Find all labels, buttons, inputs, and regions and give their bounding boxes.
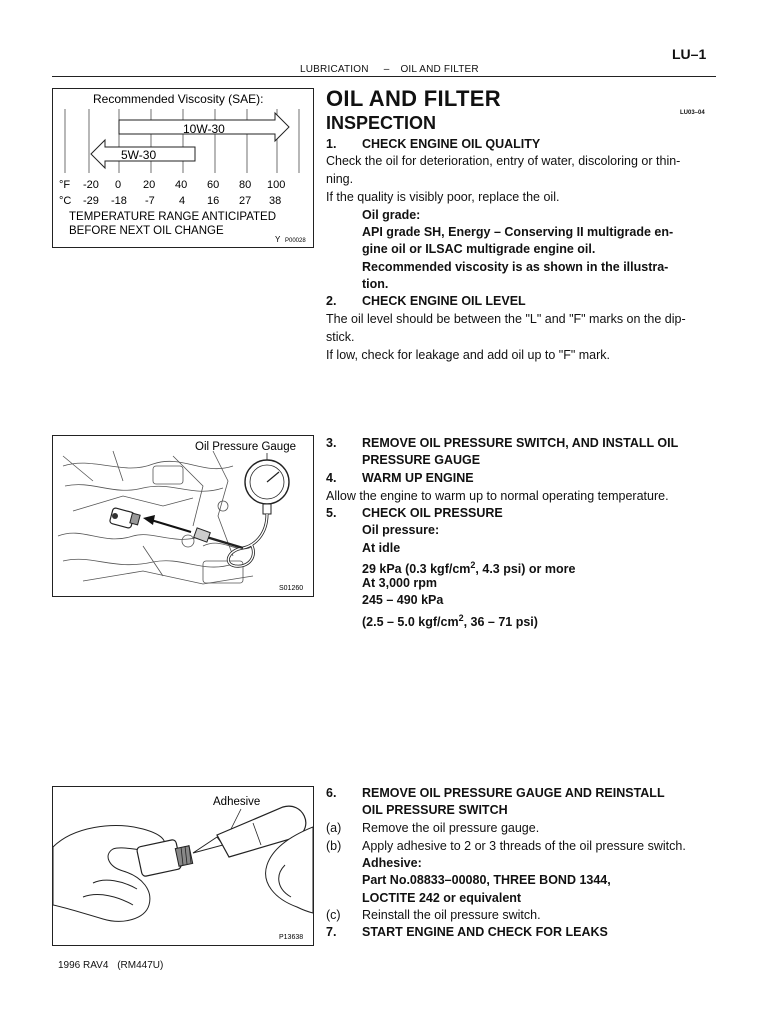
oil-pressure-gauge-figure — [52, 435, 314, 597]
adhesive-spec-line-1: Part No.08833–00080, THREE BOND 1344, — [362, 873, 611, 887]
at-3000-value-2 — [362, 610, 538, 632]
c-tick: -18 — [111, 195, 127, 207]
at-3000-label: At 3,000 rpm — [362, 576, 438, 590]
c-tick: 38 — [269, 195, 282, 207]
f-tick: 80 — [239, 179, 252, 191]
at-3000-value-2b: , 36 – 71 psi) — [463, 615, 538, 630]
at-3000-value: 245 – 490 kPa — [362, 593, 444, 607]
oil-grade-line-3: Recommended viscosity is as shown in the illustra- — [362, 260, 669, 274]
oil-pressure-label: Oil pressure: — [362, 523, 440, 537]
step-number: 6. — [326, 786, 337, 800]
viscosity-diagram — [53, 89, 313, 247]
adhesive-illustration — [53, 787, 313, 945]
c-tick: 4 — [179, 195, 186, 207]
f-tick: 0 — [115, 179, 122, 191]
adhesive-figure — [52, 786, 314, 946]
step-number: 3. — [326, 436, 337, 450]
oil-grade-line-1: API grade SH, Energy – Conserving II multigrade en- — [362, 225, 674, 239]
step-2-text-1: The oil level should be between the "L" and "F" marks on the dip- — [326, 312, 686, 326]
superscript: 2 — [458, 613, 464, 623]
header-section-label: LUBRICATION — [300, 64, 369, 75]
step-6-title-line-2: OIL PRESSURE SWITCH — [362, 803, 508, 817]
footer-code: (RM447U) — [117, 960, 164, 971]
section-subtitle: INSPECTION — [326, 113, 437, 133]
header-dash: – — [383, 64, 390, 75]
fahrenheit-label: °F — [59, 179, 71, 191]
sub-step-number: (b) — [326, 839, 342, 853]
step-number: 4. — [326, 471, 337, 485]
footer-model: 1996 RAV4 — [58, 960, 109, 971]
adhesive-spec-line-2: LOCTITE 242 or equivalent — [362, 891, 522, 905]
superscript: 2 — [470, 560, 476, 570]
header-rule — [52, 76, 716, 77]
f-tick: 20 — [143, 179, 156, 191]
oil-pressure-switch-icon — [109, 507, 140, 528]
sub-step-text: Reinstall the oil pressure switch. — [362, 908, 541, 922]
step-1-text-2: ning. — [326, 172, 354, 186]
c-tick: -29 — [83, 195, 99, 207]
f-tick: 40 — [175, 179, 188, 191]
oil-grade-line-4: tion. — [362, 277, 389, 291]
step-number: 2. — [326, 294, 337, 308]
celsius-label: °C — [59, 195, 72, 207]
page-title: OIL AND FILTER — [326, 86, 501, 111]
step-title: CHECK ENGINE OIL LEVEL — [362, 294, 526, 308]
adhesive-label: Adhesive — [213, 796, 261, 808]
figure-id: P00028 — [285, 238, 306, 244]
figure-id: S01260 — [279, 585, 304, 592]
step-1-text-1: Check the oil for deterioration, entry of water, discoloring or thin- — [326, 154, 681, 168]
sub-step-text: Remove the oil pressure gauge. — [362, 821, 540, 835]
step-title: REMOVE OIL PRESSURE SWITCH, AND INSTALL OIL — [362, 436, 679, 450]
doc-code: LU03–04 — [680, 110, 705, 116]
step-4-text: Allow the engine to warm up to normal operating temperature. — [326, 489, 669, 503]
sub-step-number: (a) — [326, 821, 342, 835]
f-tick: 60 — [207, 179, 220, 191]
footer — [58, 960, 163, 971]
figure-id-prefix: Y — [275, 235, 281, 244]
step-title: REMOVE OIL PRESSURE GAUGE AND REINSTALL — [362, 786, 665, 800]
header-subsection-label: OIL AND FILTER — [400, 64, 479, 75]
at-idle-value-b: , 4.3 psi) or more — [475, 562, 576, 577]
step-2-text-2: stick. — [326, 330, 355, 344]
step-1-text-3: If the quality is visibly poor, replace the oil. — [326, 190, 560, 204]
figure-id: P13638 — [279, 934, 304, 941]
step-title: WARM UP ENGINE — [362, 471, 474, 485]
f-tick: 100 — [267, 179, 286, 191]
pressure-gauge-icon — [203, 460, 289, 566]
oil-grade-label: Oil grade: — [362, 208, 421, 222]
c-tick: 16 — [207, 195, 220, 207]
step-title: CHECK OIL PRESSURE — [362, 506, 503, 520]
at-idle-label: At idle — [362, 541, 401, 555]
sub-step-text: Apply adhesive to 2 or 3 threads of the oil pressure switch. — [362, 839, 686, 853]
header-section — [300, 64, 479, 75]
at-idle-value-a: 29 kPa (0.3 kgf/cm — [362, 562, 471, 577]
step-3-title-line-2: PRESSURE GAUGE — [362, 453, 481, 467]
at-3000-value-2a: (2.5 – 5.0 kgf/cm — [362, 615, 459, 630]
viscosity-figure — [52, 88, 314, 248]
oil-grade-line-2: gine oil or ILSAC multigrade engine oil. — [362, 242, 596, 256]
step-title: CHECK ENGINE OIL QUALITY — [362, 137, 541, 151]
oil-pressure-gauge-illustration — [53, 436, 313, 596]
c-tick: -7 — [145, 195, 155, 207]
adhesive-spec-label: Adhesive: — [362, 856, 422, 870]
temp-range-line1: TEMPERATURE RANGE ANTICIPATED — [69, 211, 277, 223]
c-tick: 27 — [239, 195, 252, 207]
sub-step-number: (c) — [326, 908, 341, 922]
engine-sketch — [58, 451, 253, 584]
arrow-10w30-label: 10W-30 — [183, 122, 225, 136]
step-number: 1. — [326, 137, 337, 151]
arrow-5w30-label: 5W-30 — [121, 148, 157, 162]
temp-range-line2: BEFORE NEXT OIL CHANGE — [69, 225, 224, 237]
viscosity-title: Recommended Viscosity (SAE): — [93, 92, 264, 106]
f-tick: -20 — [83, 179, 99, 191]
page-code: LU–1 — [672, 46, 707, 62]
gauge-label: Oil Pressure Gauge — [195, 441, 296, 453]
step-title: START ENGINE AND CHECK FOR LEAKS — [362, 925, 608, 939]
step-number: 5. — [326, 506, 337, 520]
step-number: 7. — [326, 925, 337, 939]
step-2-text-3: If low, check for leakage and add oil up to "F" mark. — [326, 348, 611, 362]
